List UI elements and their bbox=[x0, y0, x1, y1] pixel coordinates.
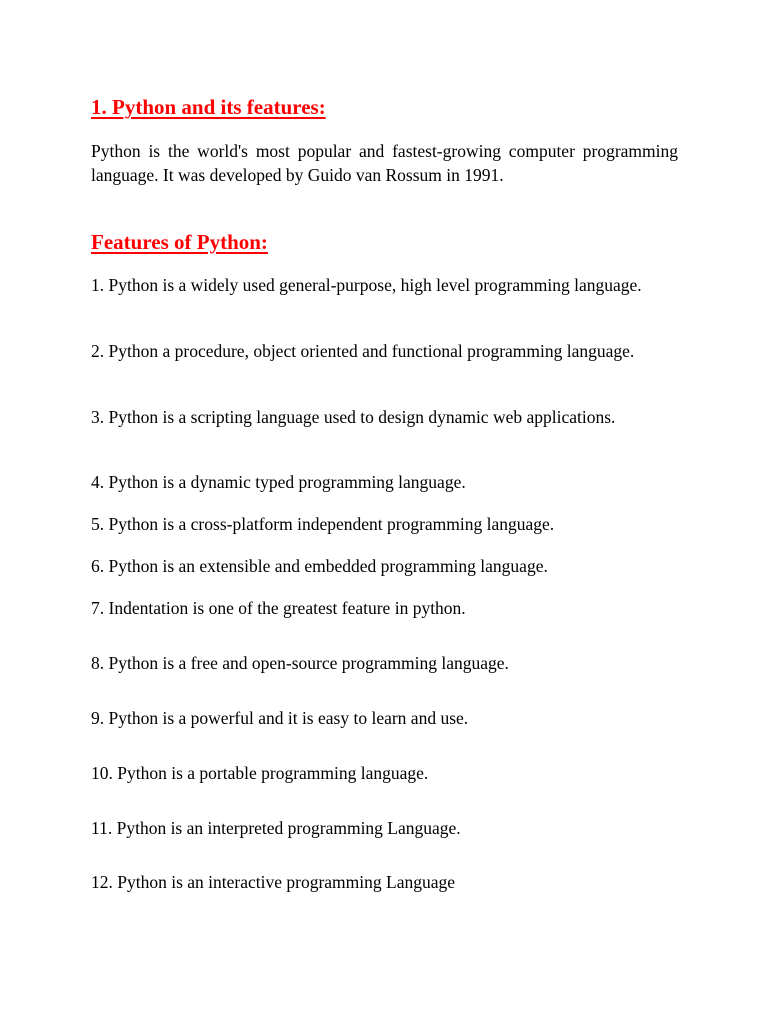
feature-item-4: 4. Python is a dynamic typed programming language. bbox=[91, 472, 466, 492]
section-title: 1. Python and its features: bbox=[91, 95, 326, 119]
feature-item-10: 10. Python is a portable programming language. bbox=[91, 763, 429, 783]
feature-item-1: 1. Python is a widely used general-purpose, high level programming language. bbox=[91, 275, 642, 295]
feature-item-2: 2. Python a procedure, object oriented and functional programming language. bbox=[91, 341, 635, 361]
feature-item-12: 12. Python is an interactive programming Language bbox=[91, 872, 456, 892]
feature-item-5: 5. Python is a cross-platform independent programming language. bbox=[91, 514, 555, 534]
features-title: Features of Python: bbox=[91, 230, 268, 254]
feature-item-7: 7. Indentation is one of the greatest feature in python. bbox=[91, 598, 466, 618]
intro-paragraph: Python is the world's most popular and fastest-growing computer programming language. It was developed by Guido van Rossum in 1991. bbox=[91, 141, 678, 185]
feature-item-3: 3. Python is a scripting language used to design dynamic web applications. bbox=[91, 407, 616, 427]
feature-item-9: 9. Python is a powerful and it is easy to learn and use. bbox=[91, 708, 469, 728]
feature-item-8: 8. Python is a free and open-source programming language. bbox=[91, 653, 509, 673]
feature-item-11: 11. Python is an interpreted programming Language. bbox=[91, 818, 461, 838]
feature-item-6: 6. Python is an extensible and embedded programming language. bbox=[91, 556, 548, 576]
